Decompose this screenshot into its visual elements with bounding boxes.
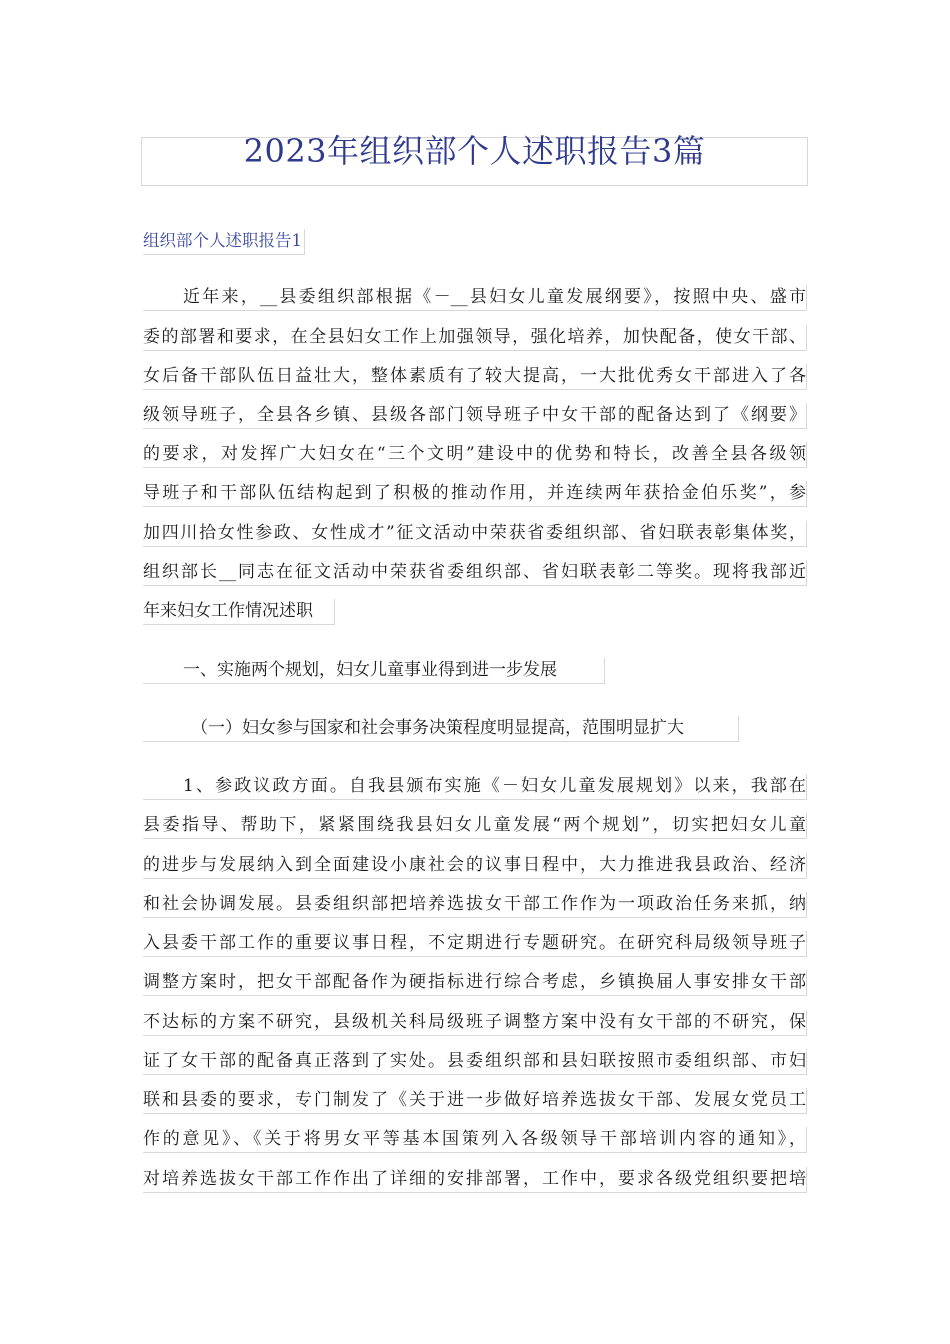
paragraph-line: 加四川拾女性参政、女性成才”征文活动中荣获省委组织部、省妇联表彰集体奖， — [143, 521, 807, 547]
paragraph-line: 证了女干部的配备真正落到了实处。县委组织部和县妇联按照市委组织部、市妇 — [143, 1049, 807, 1075]
heading-level-2: （一）妇女参与国家和社会事务决策程度明显提高，范围明显扩大 — [143, 716, 739, 742]
paragraph-line: 不达标的方案不研究，县级机关科局级班子调整方案中没有女干部的不研究，保 — [143, 1010, 807, 1036]
section-heading: 组织部个人述职报告1 — [143, 229, 305, 255]
paragraph-line: 近年来，__县委组织部根据《－__县妇女儿童发展纲要》，按照中央、盛市 — [143, 285, 807, 311]
paragraph-line: 女后备干部队伍日益壮大，整体素质有了较大提高，一大批优秀女干部进入了各 — [143, 364, 807, 390]
paragraph-line: 调整方案时，把女干部配备作为硬指标进行综合考虑，乡镇换届人事安排女干部 — [143, 970, 807, 996]
heading-level-1: 一、实施两个规划，妇女儿童事业得到进一步发展 — [143, 658, 605, 684]
paragraph-line: 的进步与发展纳入到全面建设小康社会的议事日程中，大力推进我县政治、经济 — [143, 853, 807, 879]
paragraph-line: 年来妇女工作情况述职 — [143, 599, 335, 625]
paragraph-line: 和社会协调发展。县委组织部把培养选拔女干部工作作为一项政治任务来抓，纳 — [143, 892, 807, 918]
paragraph-line: 县委指导、帮助下，紧紧围绕我县妇女儿童发展“两个规划”，切实把妇女儿童 — [143, 813, 807, 839]
document-title: 2023年组织部个人述职报告3篇 — [243, 132, 706, 170]
paragraph-line: 作的意见》、《关于将男女平等基本国策列入各级领导干部培训内容的通知》， — [143, 1127, 807, 1153]
paragraph-line: 对培养选拔女干部工作作出了详细的安排部署，工作中，要求各级党组织要把培 — [143, 1167, 807, 1193]
paragraph-line: 委的部署和要求，在全县妇女工作上加强领导，强化培养，加快配备，使女干部、 — [143, 325, 807, 351]
paragraph-line: 1、参政议政方面。自我县颁布实施《－妇女儿童发展规划》以来，我部在 — [143, 774, 807, 800]
paragraph-line: 的要求，对发挥广大妇女在“三个文明”建设中的优势和特长，改善全县各级领 — [143, 442, 807, 468]
paragraph-line: 组织部长__同志在征文活动中荣获省委组织部、省妇联表彰二等奖。现将我部近 — [143, 560, 807, 586]
paragraph-line: 导班子和干部队伍结构起到了积极的推动作用，并连续两年获拾金伯乐奖”，参 — [143, 481, 807, 507]
paragraph-line: 级领导班子，全县各乡镇、县级各部门领导班子中女干部的配备达到了《纲要》 — [143, 403, 807, 429]
paragraph-line: 入县委干部工作的重要议事日程，不定期进行专题研究。在研究科局级领导班子 — [143, 931, 807, 957]
paragraph-line: 联和县委的要求，专门制发了《关于进一步做好培养选拔女干部、发展女党员工 — [143, 1088, 807, 1114]
title-box — [141, 132, 808, 186]
